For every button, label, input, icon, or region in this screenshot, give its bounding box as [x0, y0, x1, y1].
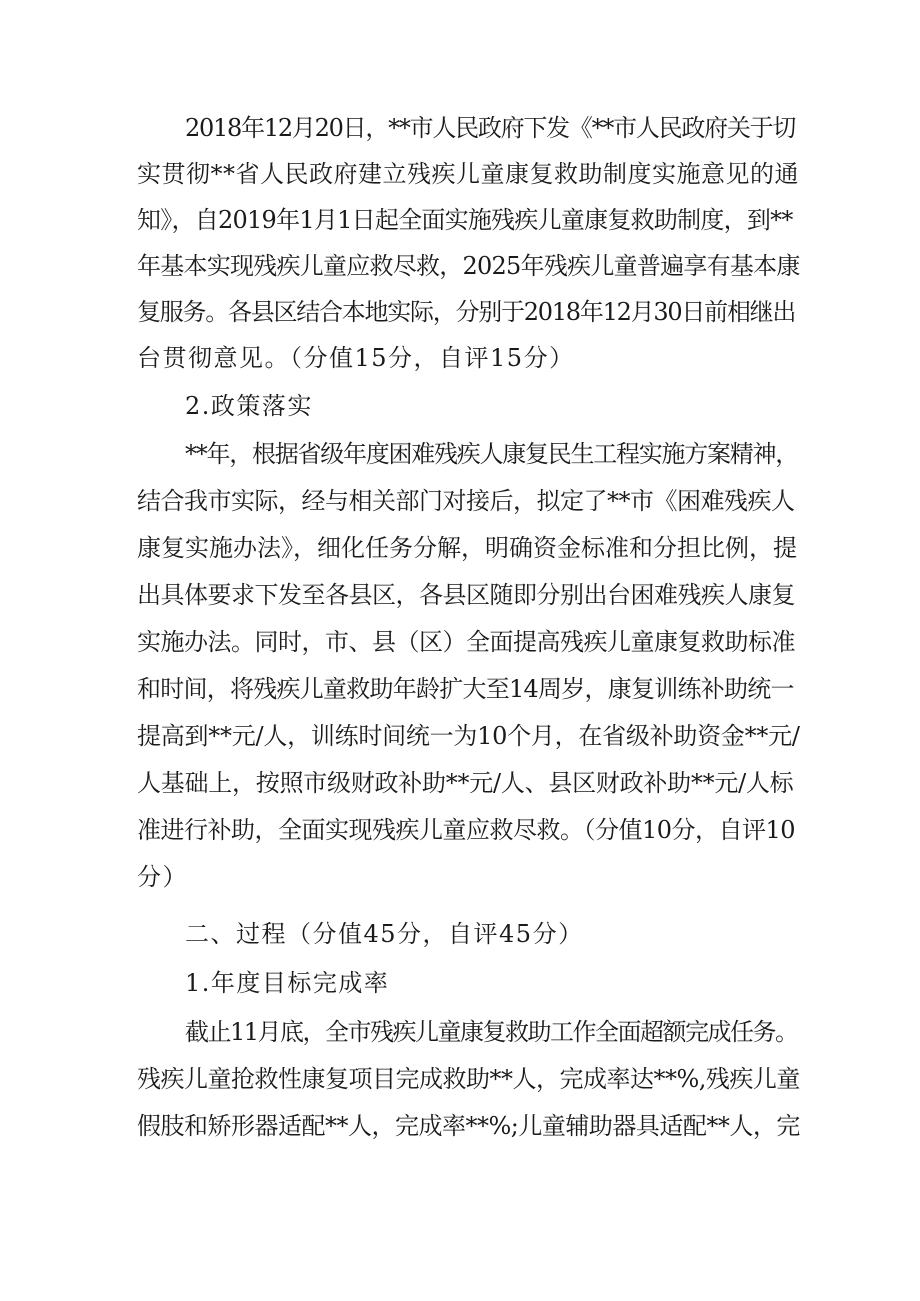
paragraph-line: 实贯彻**省人民政府建立残疾儿童康复救助制度实施意见的通	[137, 160, 799, 188]
paragraph-line: **年，根据省级年度困难残疾人康复民生工程实施方案精神，	[185, 440, 798, 468]
section-heading: 二、过程（分值45分，自评45分）	[185, 920, 584, 948]
paragraph-line: 康复实施办法》，细化任务分解，明确资金标准和分担比例，提	[137, 534, 797, 562]
paragraph-line: 年基本实现残疾儿童应救尽救，2025年残疾儿童普遍享有基本康	[137, 252, 800, 280]
section-heading: 2.政策落实	[185, 392, 313, 420]
paragraph-line: 残疾儿童抢救性康复项目完成救助**人，完成率达**%,残疾儿童	[137, 1065, 800, 1093]
paragraph-line: 结合我市实际，经与相关部门对接后，拟定了**市《困难残疾人	[137, 487, 795, 515]
paragraph-line: 台贯彻意见。（分值15分，自评15分）	[137, 344, 575, 372]
paragraph-line: 提高到**元/人，训练时间统一为10个月，在省级补助资金**元/	[137, 722, 800, 750]
paragraph-line: 人基础上，按照市级财政补助**元/人、县区财政补助**元/人标	[137, 769, 794, 797]
paragraph-line: 复服务。各县区结合本地实际，分别于2018年12月30日前相继出	[137, 298, 796, 326]
paragraph-line: 和时间，将残疾儿童救助年龄扩大至14周岁，康复训练补助统一	[137, 675, 794, 703]
paragraph-line: 实施办法。同时，市、县（区）全面提高残疾儿童康复救助标准	[137, 628, 795, 656]
paragraph-line: 分）	[137, 863, 188, 891]
paragraph-line: 准进行补助，全面实现残疾儿童应救尽救。（分值10分，自评10	[137, 816, 796, 844]
paragraph-line: 出具体要求下发至各县区，各县区随即分别出台困难残疾人康复	[137, 581, 795, 609]
paragraph-line: 假肢和矫形器适配**人，完成率**%;儿童辅助器具适配**人，完	[137, 1112, 800, 1140]
paragraph-line: 2018年12月20日，**市人民政府下发《**市人民政府关于切	[185, 114, 796, 142]
paragraph-line: 截止11月底，全市残疾儿童康复救助工作全面超额完成任务。	[185, 1018, 798, 1046]
section-heading: 1.年度目标完成率	[185, 969, 390, 997]
paragraph-line: 知》，自2019年1月1日起全面实施残疾儿童康复救助制度，到**	[137, 206, 793, 234]
